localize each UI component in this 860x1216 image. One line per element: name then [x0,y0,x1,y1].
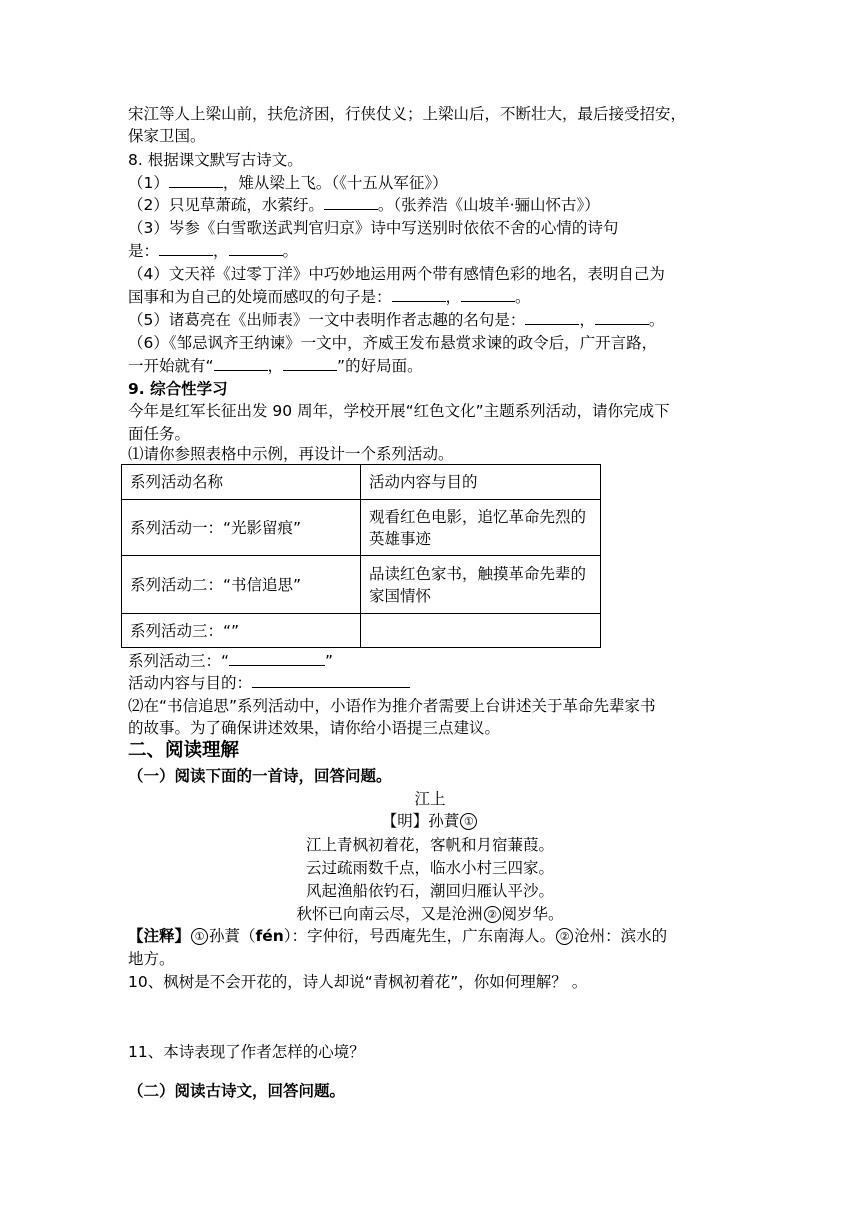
question-8-4-cont: 国事和为自己的处境而感叹的句子是： ， 。 [128,288,531,306]
blank-line[interactable] [525,310,579,325]
blank-line[interactable] [252,673,410,688]
question-8-6-cont: 一开始就有“ ， ”的好局面。 [128,357,423,375]
text-line: 今年是红军长征出发 90 周年，学校开展“红色文化”主题系列活动，请你完成下 [128,402,670,420]
table-cell[interactable] [361,614,601,648]
table-cell: 观看红色电影，追忆革命先烈的英雄事迹 [361,500,601,556]
poem-line: 秋怀已向南云尽，又是沧洲 ② 阅岁华。 [296,905,564,923]
question-9-title: 9. 综合性学习 [128,380,228,398]
table-cell: 系列活动二：“书信追思” [122,556,361,614]
blank-line[interactable] [595,310,649,325]
footnote-mark: ② [484,906,501,923]
footnote-mark: ① [460,813,477,830]
text-line: 面任务。 [128,425,191,443]
text-line: 保家卫国。 [128,127,206,145]
blank-line[interactable] [283,356,337,371]
section-heading: 二、阅读理解 [128,740,240,761]
question-9-1: ⑴请你参照表格中示例，再设计一个系列活动。 [128,445,454,463]
footnote-mark: ② [556,928,573,945]
table-header-row [122,465,601,500]
table-header-cell: 系列活动名称 [122,465,361,500]
table-header-cell: 活动内容与目的 [361,465,601,500]
fill-activity-name: 系列活动三：“ ” [128,652,334,670]
poem-line: 云过疏雨数千点，临水小村三四家。 [305,859,554,877]
table-row [122,556,601,614]
poem-title: 江上 [414,790,446,808]
question-11: 11、本诗表现了作者怎样的心境？ [128,1043,365,1061]
question-8-2: （2）只见草萧疏，水萦纡。 。（张养浩《山坡羊·骊山怀古》） [128,196,600,214]
blank-line[interactable] [169,173,223,188]
fill-activity-content: 活动内容与目的： [128,672,410,694]
question-8-1: （1） ，雉从梁上飞。（《十五从军征》） [128,174,448,192]
poem-line: 风起渔船依钓石，潮回归雁认平沙。 [305,882,554,900]
activity-table [121,464,601,648]
question-8-3-cont: 是： ， 。 [128,242,299,260]
blank-line[interactable] [392,287,446,302]
blank-line[interactable] [229,651,325,666]
table-cell: 品读红色家书，触摸革命先辈的家国情怀 [361,556,601,614]
blank-line[interactable] [214,356,268,371]
question-8-4: （4）文天祥《过零丁洋》中巧妙地运用两个带有感情色彩的地名，表明自己为 [128,265,665,283]
blank-line[interactable] [229,241,283,256]
subsection-heading: （二）阅读古诗文，回答问题。 [128,1082,346,1100]
table-row [122,500,601,556]
poem-notes: 【注释】 ① 孙蕡（fén）：字仲衍，号西庵先生，广东南海人。 ② 沧州：滨水的 [128,927,668,945]
poem-notes-cont: 地方。 [128,950,175,968]
question-8-5: （5）诸葛亮在《出师表》一文中表明作者志趣的名句是： ， 。 [128,311,665,329]
question-10: 10、枫树是不会开花的，诗人却说“青枫初着花”，你如何理解？ 。 [128,973,588,991]
table-row [122,614,601,648]
question-8-6: （6）《邹忌讽齐王纳谏》一文中，齐威王发布悬赏求谏的政令后，广开言路， [128,334,658,352]
poem-line: 江上青枫初着花，客帆和月宿蒹葭。 [305,836,554,854]
table-cell: 系列活动三：“” [122,614,361,648]
table-cell: 系列活动一：“光影留痕” [122,500,361,556]
footnote-mark: ① [191,928,208,945]
question-9-2-cont: 的故事。为了确保讲述效果，请你给小语提三点建议。 [128,719,501,737]
question-9-2: ⑵在“书信追思”系列活动中，小语作为推介者需要上台讲述关于革命先辈家书 [128,697,656,715]
question-8-3: （3）岑参《白雪歌送武判官归京》诗中写送别时依依不舍的心情的诗句 [128,219,619,237]
poem-author: 【明】孙蕡 ① [128,810,732,832]
text-line: 宋江等人上梁山前，扶危济困，行侠仗义；上梁山后，不断壮大，最后接受招安， [128,105,687,123]
question-8-title: 8. 根据课文默写古诗文。 [128,151,303,169]
blank-line[interactable] [159,241,213,256]
subsection-heading: （一）阅读下面的一首诗，回答问题。 [128,767,392,785]
blank-line[interactable] [324,195,378,210]
blank-line[interactable] [461,287,515,302]
